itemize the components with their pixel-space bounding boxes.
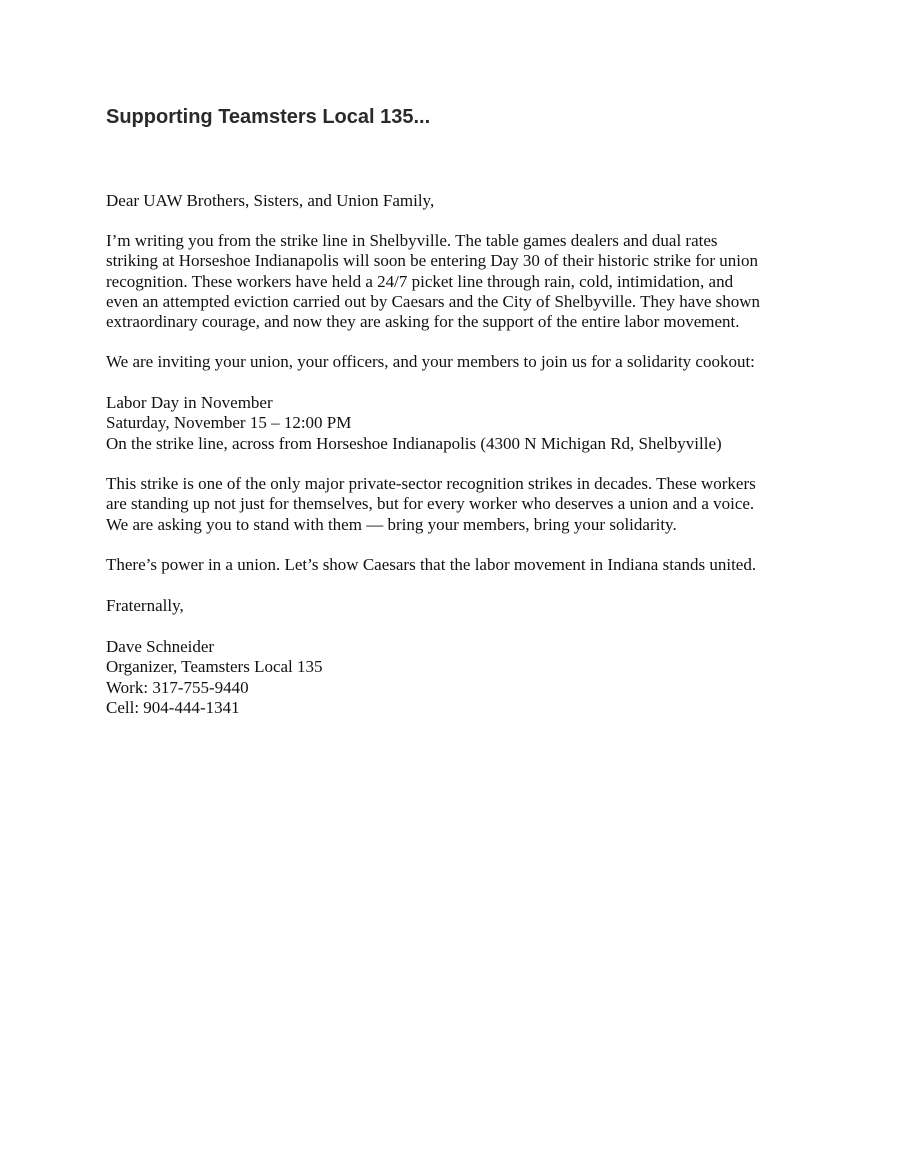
closing	[106, 596, 184, 616]
text-line: extraordinary courage, and now they are asking for the support of the entire labor movement.	[106, 312, 740, 332]
text-line: We are asking you to stand with them — bring your members, bring your solidarity.	[106, 514, 677, 534]
text-line: recognition. These workers have held a 24/7 picket line through rain, cold, intimidation, and	[106, 271, 734, 291]
event-datetime: Saturday, November 15 – 12:00 PM	[106, 413, 352, 433]
signature-role: Organizer, Teamsters Local 135	[106, 657, 323, 677]
event-name: Labor Day in November	[106, 393, 273, 412]
event-location: On the strike line, across from Horseshoe Indianapolis (4300 N Michigan Rd, Shelbyville)	[106, 433, 722, 453]
salutation-text: Dear UAW Brothers, Sisters, and Union Family,	[106, 191, 435, 210]
paragraph-power	[106, 555, 756, 575]
closing-text: Fraternally,	[106, 596, 184, 615]
text-line: I’m writing you from the strike line in Shelbyville. The table games dealers and dual rates	[106, 231, 718, 250]
paragraph-strike	[106, 474, 756, 535]
signature-name: Dave Schneider	[106, 637, 215, 656]
document-title: Supporting Teamsters Local 135...	[106, 106, 431, 128]
text-line: striking at Horseshoe Indianapolis will soon be entering Day 30 of their historic strike for union	[106, 251, 759, 271]
signature-cell-phone: Cell: 904-444-1341	[106, 697, 240, 717]
text-line: We are inviting your union, your officers, and your members to join us for a solidarity cookout:	[106, 352, 755, 371]
signature-work-phone: Work: 317-755-9440	[106, 677, 249, 697]
signature-block	[106, 637, 323, 718]
event-details	[106, 393, 722, 454]
text-line: This strike is one of the only major private-sector recognition strikes in decades. These workers	[106, 474, 756, 493]
salutation	[106, 191, 434, 211]
text-line: are standing up not just for themselves, but for every worker who deserves a union and a voice.	[106, 494, 755, 514]
paragraph-intro	[106, 231, 760, 332]
text-line: even an attempted eviction carried out by Caesars and the City of Shelbyville. They have shown	[106, 291, 761, 311]
paragraph-invite	[106, 352, 755, 372]
text-line: There’s power in a union. Let’s show Caesars that the labor movement in Indiana stands united.	[106, 555, 757, 574]
